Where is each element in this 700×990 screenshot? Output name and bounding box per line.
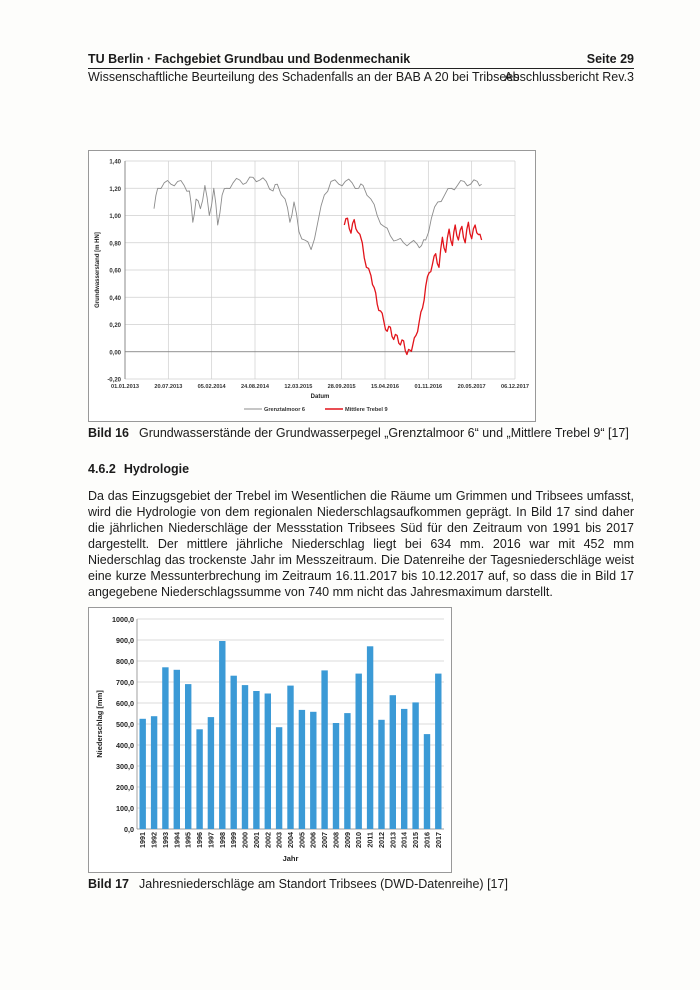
header-rule — [88, 68, 634, 69]
x-tick-label: 1995 — [183, 832, 193, 848]
bar-2011 — [367, 646, 373, 829]
bar-1993 — [162, 667, 168, 829]
x-tick-label: 2008 — [331, 832, 341, 848]
x-tick-label: 2012 — [377, 832, 386, 848]
bar-2006 — [310, 712, 316, 829]
y-tick-label: 800,0 — [116, 657, 134, 666]
legend-label-mittlere-trebel-9: Mittlere Trebel 9 — [345, 407, 388, 413]
bar-1997 — [208, 717, 214, 829]
section-paragraph: Da das Einzugsgebiet der Trebel im Wesentlichen die Räume um Grimmen und Tribsees umfasst, wird die Hydrologie von dem regionalen Niederschlagsaufkommen geprägt. In Bild 17 sind daher die jährlichen Niederschläge der Messstation Tribsees Süd für den Zeitraum von 1991 bis 2017 dargestellt. Der mittlere jährliche Niederschlag liegt bei 634 mm. 2016 war mit 452 mm Niederschlag das trockenste Jahr im Messzeitraum. Die Datenreihe der Tagesniederschläge weist eine kurze Messunterbrechung im Zeitraum 16.11.2017 bis 10.12.2017 auf, so dass die in Bild 17 angegebene Niederschlagssumme von 740 mm nicht das Jahresmaximum darstellt. — [88, 489, 634, 599]
x-tick-label: 1994 — [172, 832, 182, 848]
x-tick-label: 1998 — [217, 832, 227, 848]
figure-17-precipitation-chart — [88, 607, 452, 873]
figure-16-label: Bild 16 — [88, 426, 129, 440]
x-tick-label: 12.03.2015 — [284, 384, 313, 390]
bar-2001 — [253, 691, 259, 829]
x-tick-label: 06.12.2017 — [501, 384, 529, 390]
bar-2003 — [276, 727, 282, 829]
y-tick-label: -0,20 — [107, 377, 121, 384]
x-tick-label: 1992 — [149, 832, 159, 848]
bar-2016 — [424, 734, 430, 829]
x-tick-label: 2005 — [297, 832, 307, 848]
x-tick-label: 2006 — [308, 832, 318, 848]
y-tick-label: 700,0 — [116, 678, 134, 687]
x-tick-label: 2015 — [411, 832, 421, 848]
y-tick-label: 1,40 — [109, 159, 121, 166]
bar-2009 — [344, 713, 350, 829]
legend-label-grenztalmoor-6: Grenztalmoor 6 — [264, 407, 306, 413]
y-tick-label: 200,0 — [116, 783, 134, 792]
bar-2008 — [333, 723, 339, 829]
y-tick-label: 100,0 — [116, 804, 134, 813]
x-tick-label: 2017 — [433, 832, 443, 848]
y-tick-label: 1,20 — [109, 186, 121, 193]
x-tick-label: 2007 — [320, 832, 330, 848]
x-tick-label: 2000 — [240, 832, 250, 848]
x-tick-label: 24.08.2014 — [241, 384, 269, 390]
x-tick-label: 1993 — [160, 832, 170, 848]
x-tick-label: 1999 — [229, 832, 239, 848]
section-heading — [88, 462, 189, 476]
y-tick-label: 0,00 — [109, 350, 121, 357]
x-tick-label: 28.09.2015 — [327, 384, 356, 390]
x-tick-label: 2002 — [263, 832, 273, 848]
bar-2012 — [378, 720, 384, 829]
x-tick-label: 2003 — [274, 832, 284, 848]
x-tick-label: 1996 — [195, 832, 204, 848]
y-tick-label: 1000,0 — [112, 615, 134, 624]
x-tick-label: 1997 — [206, 832, 216, 848]
y-tick-label: 300,0 — [116, 762, 134, 771]
y-tick-label: 600,0 — [116, 699, 134, 708]
figure-16-groundwater-chart — [88, 150, 536, 422]
y-tick-label: 0,0 — [124, 825, 134, 834]
bar-1991 — [140, 719, 146, 829]
section-number: 4.6.2 — [88, 462, 116, 476]
bar-2007 — [321, 670, 327, 829]
x-tick-label: 01.11.2016 — [414, 384, 443, 390]
series-mittlere-trebel-9-line — [344, 218, 481, 354]
y-axis-title: Niederschlag [mm] — [95, 690, 104, 758]
x-tick-label: 2013 — [388, 832, 398, 848]
bar-2002 — [265, 694, 271, 830]
x-tick-label: 2014 — [399, 832, 409, 848]
figure-17-caption — [88, 877, 508, 891]
bar-2015 — [412, 702, 418, 829]
x-tick-label: 2016 — [422, 832, 432, 848]
header-page-number: Seite 29 — [586, 52, 634, 66]
x-tick-label: 15.04.2016 — [371, 384, 399, 390]
x-tick-label: 2010 — [354, 832, 364, 848]
x-tick-label: 2004 — [286, 832, 295, 848]
bar-1998 — [219, 641, 225, 829]
header-report-revision: Abschlussbericht Rev.3 — [504, 70, 634, 84]
precipitation-bar-chart — [89, 608, 451, 872]
y-tick-label: 900,0 — [116, 636, 134, 645]
section-title: Hydrologie — [123, 462, 190, 476]
x-tick-label: 20.05.2017 — [457, 384, 486, 390]
bar-2014 — [401, 709, 407, 829]
y-tick-label: 0,80 — [109, 241, 121, 248]
figure-17-caption-text: Jahresniederschläge am Standort Tribsees (DWD-Datenreihe) [17] — [139, 877, 508, 891]
bar-2004 — [287, 686, 293, 829]
x-tick-label: 2001 — [251, 832, 261, 848]
bar-1995 — [185, 684, 191, 829]
figure-16-caption-text: Grundwasserstände der Grundwasserpegel „Grenztalmoor 6“ und „Mittlere Trebel 9“ [17] — [139, 426, 629, 440]
x-axis-title: Jahr — [282, 854, 299, 863]
bar-1999 — [231, 676, 237, 829]
x-axis-title: Datum — [310, 394, 330, 400]
bar-2013 — [390, 695, 396, 829]
y-tick-label: 500,0 — [116, 720, 134, 729]
bar-1996 — [196, 729, 202, 829]
y-tick-label: 1,00 — [109, 214, 121, 220]
figure-17-label: Bild 17 — [88, 877, 129, 891]
x-tick-label: 2011 — [365, 832, 375, 848]
y-tick-label: 0,40 — [109, 295, 121, 302]
header-subtitle: Wissenschaftliche Beurteilung des Schadenfalls an der BAB A 20 bei Tribsees — [88, 70, 520, 84]
x-tick-label: 01.01.2013 — [111, 384, 139, 390]
y-tick-label: 0,20 — [109, 323, 121, 329]
header-institution: TU Berlin · Fachgebiet Grundbau und Bodenmechanik — [88, 52, 411, 66]
x-tick-label: 05.02.2014 — [197, 384, 226, 390]
bar-1992 — [151, 716, 157, 829]
figure-16-caption — [88, 426, 629, 440]
bar-1994 — [174, 670, 180, 829]
groundwater-line-chart — [89, 151, 535, 421]
x-tick-label: 1991 — [138, 832, 148, 848]
x-tick-label: 20.07.2013 — [154, 384, 183, 390]
y-tick-label: 400,0 — [116, 741, 134, 750]
bar-2005 — [299, 710, 305, 829]
bar-2017 — [435, 674, 441, 829]
y-axis-title: Grundwasserstand [m HN] — [95, 232, 101, 308]
x-tick-label: 2009 — [342, 832, 352, 848]
y-tick-label: 0,60 — [109, 268, 121, 275]
bar-2010 — [356, 674, 362, 829]
bar-2000 — [242, 685, 248, 829]
